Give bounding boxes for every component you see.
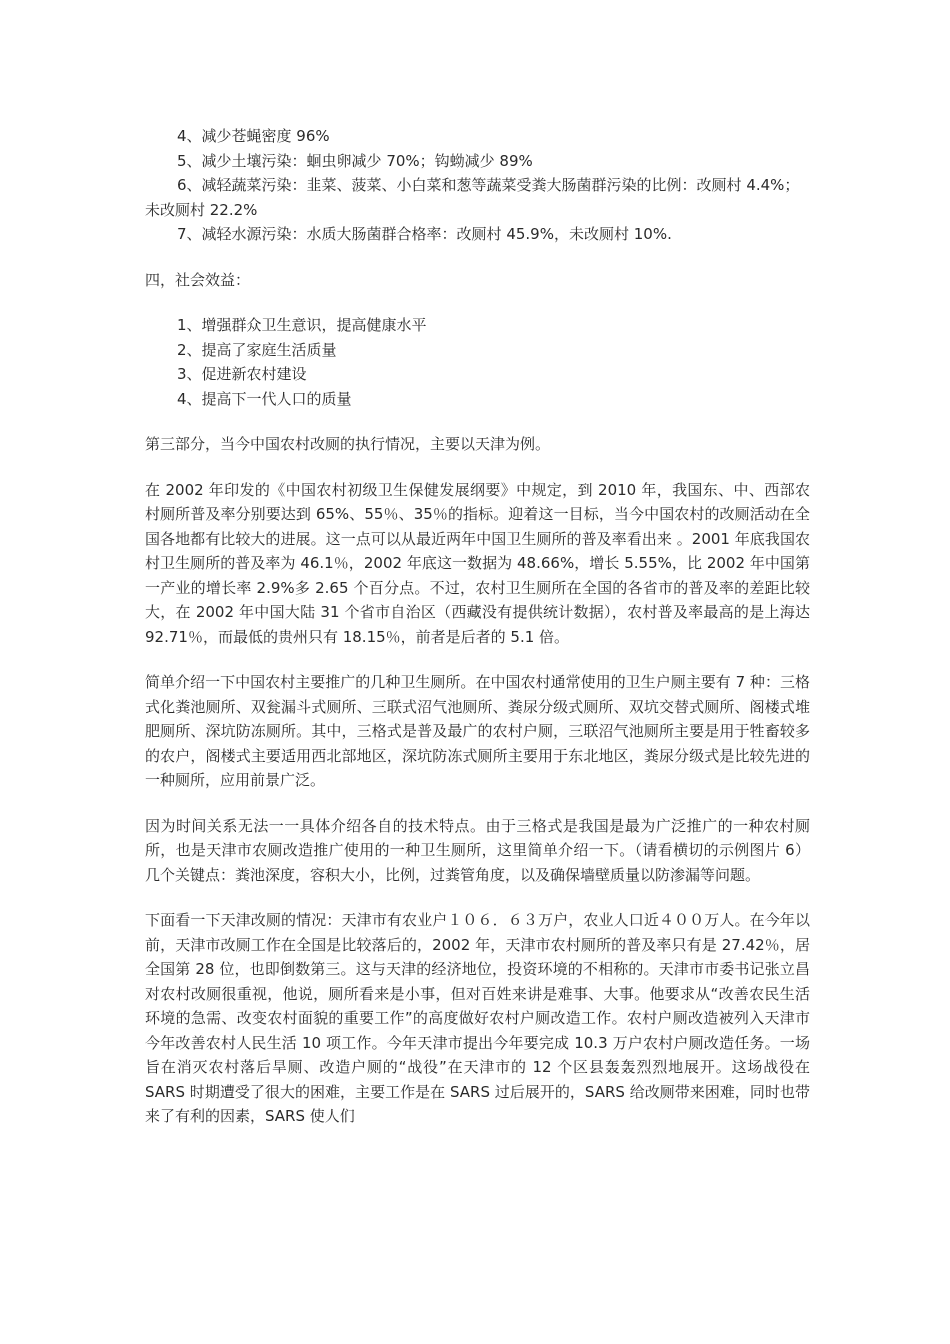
social-benefits-list <box>145 313 810 411</box>
spacer <box>145 247 810 268</box>
list-item: 1、增强群众卫生意识，提高健康水平 <box>177 316 427 334</box>
list-item: 6、减轻蔬菜污染：韭菜、菠菜、小白菜和葱等蔬菜受粪大肠菌群污染的比例：改厕村 4.4%；未改厕村 22.2% <box>145 176 800 219</box>
list-item: 3、促进新农村建设 <box>177 365 307 383</box>
spacer <box>145 411 810 432</box>
list-item: 4、减少苍蝇密度 96% <box>177 127 330 145</box>
spacer <box>145 793 810 814</box>
list-item: 4、提高下一代人口的质量 <box>177 389 352 408</box>
section-heading: 四，社会效益： <box>145 270 251 289</box>
paragraph: 下面看一下天津改厕的情况：天津市有农业户１０６．６３万户，农业人口近４００万人。在今年以前，天津市改厕工作在全国是比较落后的，2002 年，天津市农村厕所的普及率只有是 27.42％，居全国第 28 位，也即倒数第三。这与天津的经济地位，投资环境的不相称的。天津市市委书记张立昌对农村改厕很重视，他说，厕所看来是小事，但对百姓来讲是难事、大事。他要求从“改善农民生活环境的急需、改变农村面貌的重要工作”的高度做好农村户厕改造工作。农村户厕改造被列入天津市今年改善农村人民生活 10 项工作。今年天津市提出今年要完成 10.3 万户农村户厕改造任务。一场旨在消灭农村落后旱厕、改造户厕的“战役”在天津市的 12 个区县轰轰烈烈地展开。这场战役在 SARS 时期遭受了很大的困难，主要工作是在 SARS 过后展开的，SARS 给改厕带来困难，同时也带来了有利的因素，SARS 使人们 <box>145 911 810 1125</box>
paragraph: 因为时间关系无法一一具体介绍各自的技术特点。由于三格式是我国是最为广泛推广的一种农村厕所，也是天津市农厕改造推广使用的一种卫生厕所，这里简单介绍一下。（请看横切的示例图片 6）几个关键点：粪池深度，容积大小，比例，过粪管角度，以及确保墙壁质量以防渗漏等问题。 <box>145 816 810 884</box>
paragraph: 简单介绍一下中国农村主要推广的几种卫生厕所。在中国农村通常使用的卫生户厕主要有 7 种：三格式化粪池厕所、双瓮漏斗式厕所、三联式沼气池厕所、粪尿分级式厕所、双坑交替式厕所、阁楼式堆肥厕所、深坑防冻厕所。其中，三格式是普及最广的农村户厕，三联沼气池厕所主要是用于牲畜较多的农户，阁楼式主要适用西北部地区，深坑防冻式厕所主要用于东北地区，粪尿分级式是比较先进的一种厕所，应用前景广泛。 <box>145 673 810 789</box>
list-item: 2、提高了家庭生活质量 <box>177 340 337 359</box>
spacer <box>145 887 810 908</box>
document-page <box>145 124 810 1129</box>
spacer <box>145 457 810 478</box>
spacer <box>145 292 810 313</box>
list-item: 7、减轻水源污染：水质大肠菌群合格率：改厕村 45.9%，未改厕村 10%. <box>177 225 672 243</box>
effects-list <box>145 124 810 247</box>
list-item: 5、减少土壤污染：蛔虫卵减少 70%；钩蚴减少 89% <box>177 151 533 170</box>
part-heading: 第三部分，当今中国农村改厕的执行情况，主要以天津为例。 <box>145 435 551 453</box>
paragraph: 在 2002 年印发的《中国农村初级卫生保健发展纲要》中规定，到 2010 年，我国东、中、西部农村厕所普及率分别要达到 65%、55％、35％的指标。迎着这一目标，当今中国农村的改厕活动在全国各地都有比较大的进展。这一点可以从最近两年中国卫生厕所的普及率看出来 。2001 年底我国农村卫生厕所的普及率为 46.1％，2002 年底这一数据为 48.66%，增长 5.55%，比 2002 年中国第一产业的增长率 2.9%多 2.65 个百分点。不过，农村卫生厕所在全国的各省市的普及率的差距比较大，在 2002 年中国大陆 31 个省市自治区（西藏没有提供统计数据），农村普及率最高的是上海达 92.71％，而最低的贵州只有 18.15％，前者是后者的 5.1 倍。 <box>145 480 810 646</box>
spacer <box>145 649 810 670</box>
